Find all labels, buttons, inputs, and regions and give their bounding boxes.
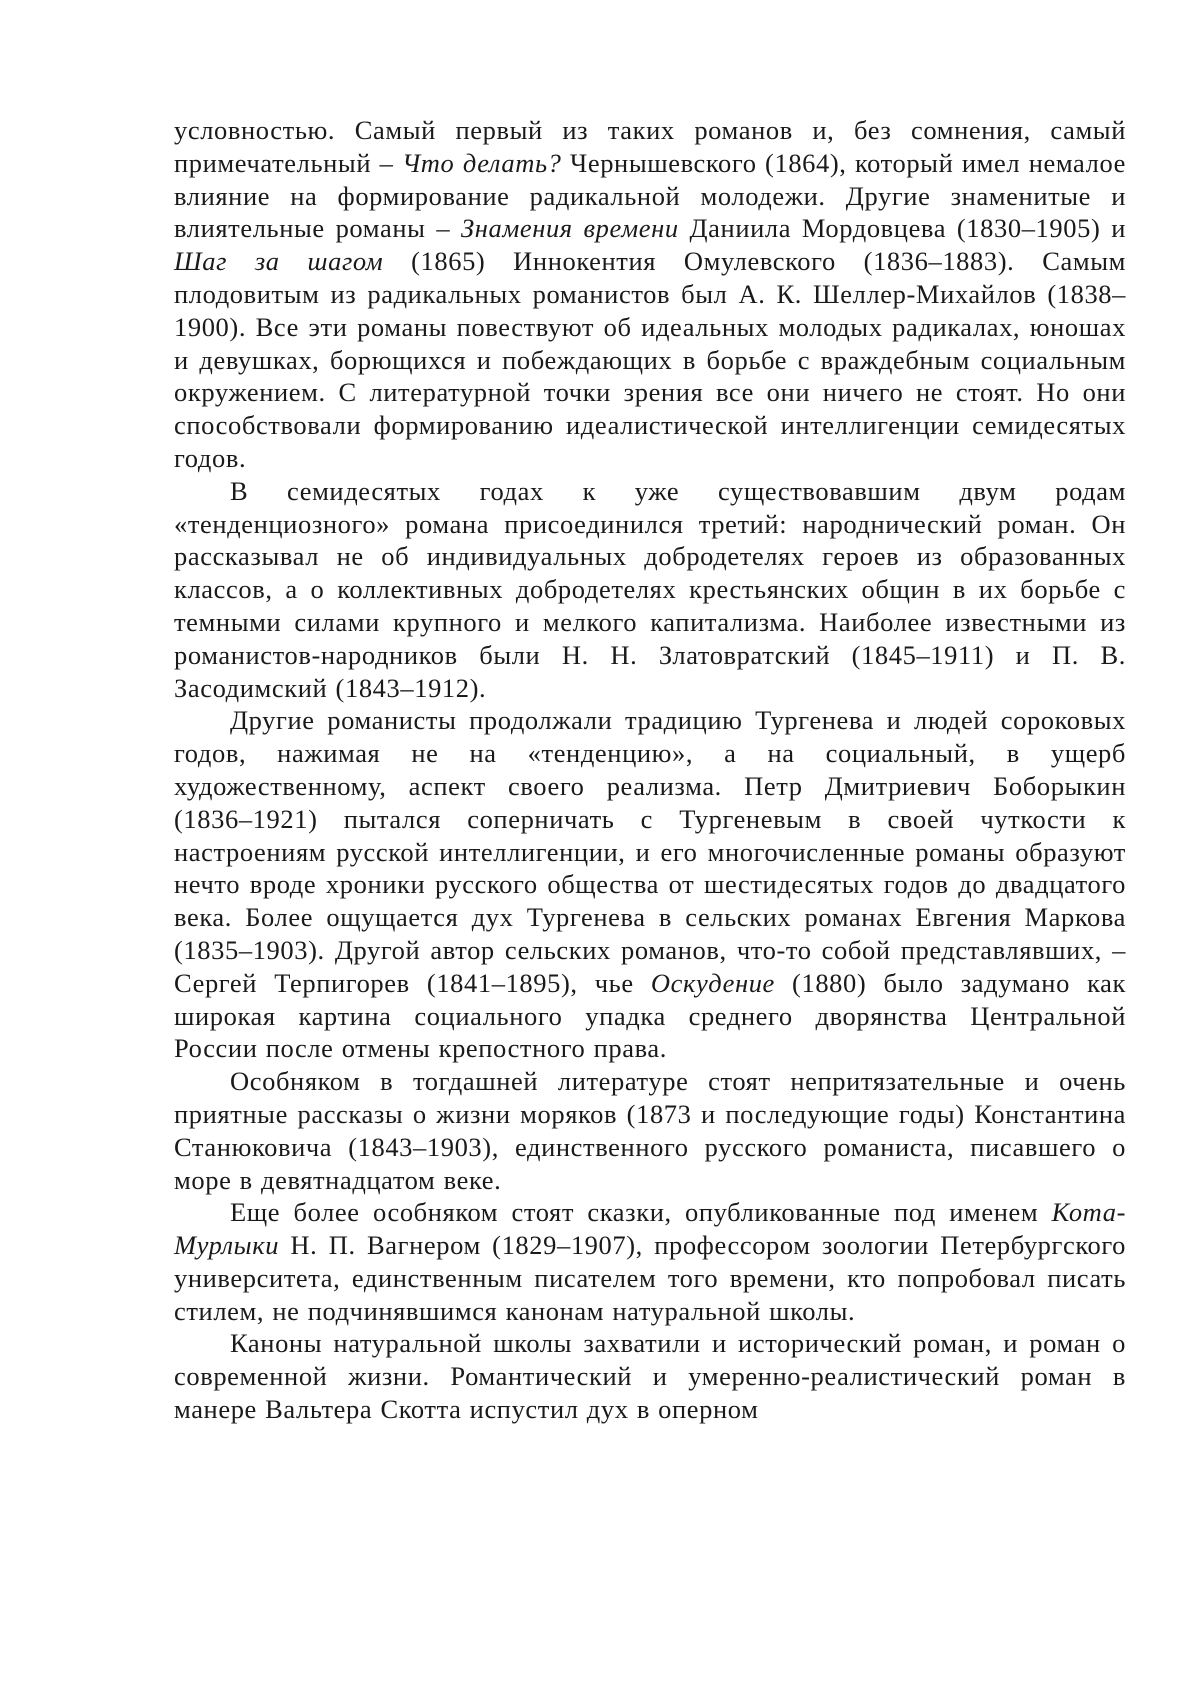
italic-title: Кота-Мурлыки: [174, 1197, 1126, 1261]
text-run: Еще более особняком стоят сказки, опубликованные под именем: [230, 1197, 1052, 1228]
italic-title: Знамения времени: [461, 213, 679, 244]
paragraph: [174, 1196, 1126, 1327]
text-run: условностью. Самый первый из таких романов и, без сомнения, самый примечательный –: [174, 115, 1126, 178]
paragraph: [174, 114, 1126, 475]
text-run: Каноны натуральной школы захватили и исторический роман, и роман о современной жизни. Романтический и умеренно-реалистический роман в манере Вальтера Скотта испустил дух в оперном: [174, 1328, 1126, 1425]
paragraph: [174, 475, 1126, 705]
text-run: Чернышевского (1864), который имел немалое влияние на формирование радикальной молодежи. Другие знаменитые и влиятельные романы –: [174, 147, 1126, 244]
italic-title: Что делать?: [401, 147, 562, 178]
text-run: В семидесятых годах к уже существовавшим двум родам «тенденциозного» романа присоединился третий: народнический роман. Он рассказывал не об индивидуальных добродетелях героев из образованных классов, а о коллективных добродетелях крестьянских общин в их борьбе с темными силами крупного и мелкого капитализма. Наиболее известными из романистов-народников были Н. Н. Златовратский (1845–1911) и П. В. Засодимский (1843–1912).: [174, 475, 1126, 703]
text-run: Особняком в тогдашней литературе стоят непритязательные и очень приятные рассказы о жизни моряков (1873 и последующие годы) Константина Станюковича (1843–1903), единственного русского романиста, писавшего о море в девятнадцатом веке.: [174, 1066, 1126, 1195]
paragraph: [174, 1065, 1126, 1196]
text-run: Н. П. Вагнером (1829–1907), профессором зоологии Петербургского университета, единственным писателем того времени, кто попробовал писать стилем, не подчинявшимся канонам натуральной школы.: [174, 1230, 1126, 1326]
paragraph: [174, 1327, 1126, 1425]
body-text: [174, 114, 1126, 1426]
text-run: Другие романисты продолжали традицию Тургенева и людей сороковых годов, нажимая не на «тенденцию», а на социальный, в ущерб художественному, аспект своего реализма. Петр Дмитриевич Боборыкин (1836–1921) пытался соперничать с Тургеневым в своей чуткости к настроениям русской интеллигенции, и его многочисленные романы образуют нечто вроде хроники русского общества от шестидесятых годов до двадцатого века. Более ощущается дух Тургенева в сельских романах Евгения Маркова (1835–1903). Другой автор сельских романов, что-то собой представлявших, – Сергей Терпигорев (1841–1895), чье: [174, 705, 1126, 998]
text-run: (1880) было задумано как широкая картина социального упадка среднего дворянства Центральной России после отмены крепостного права.: [174, 967, 1126, 1064]
paragraph: [174, 704, 1126, 1065]
text-run: Даниила Мордовцева (1830–1905) и: [678, 213, 1126, 244]
text-run: (1865) Иннокентия Омулевского (1836–1883). Самым плодовитым из радикальных романистов был А. К. Шеллер-Михайлов (1838–1900). Все эти романы повествуют об идеальных молодых радикалах, юношах и девушках, борющихся и побеждающих в борьбе с враждебным социальным окружением. С литературной точки зрения все они ничего не стоят. Но они способствовали формированию идеалистической интеллигенции семидесятых годов.: [174, 246, 1126, 473]
italic-title: Оскудение: [650, 967, 775, 998]
italic-title: Шаг за шагом: [174, 246, 384, 277]
